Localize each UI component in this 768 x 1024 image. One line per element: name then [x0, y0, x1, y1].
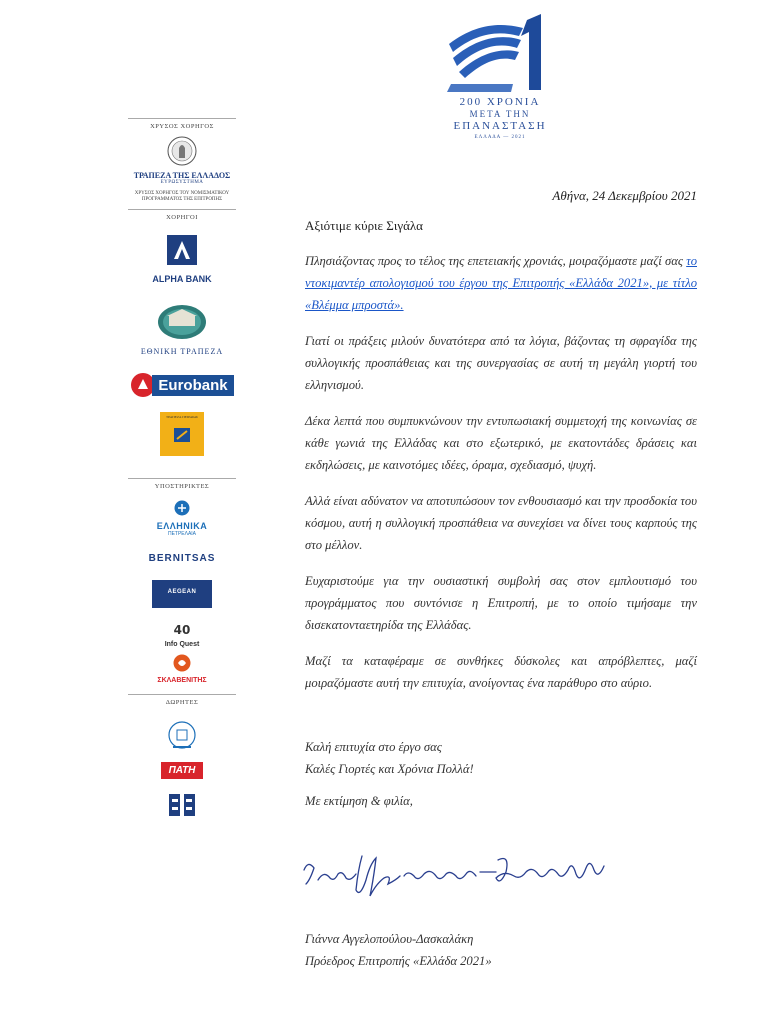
documentary-link[interactable]: το ντοκιμαντέρ απολογισμού του έργου της Επιτροπής «Ελλάδα 2021», με τίτλο «Βλέμμα μπροστά».: [305, 254, 697, 312]
bank-of-greece-sub: ΕΥΡΩΣΥΣΤΗΜΑ: [160, 180, 204, 185]
sklavenitis-icon: [173, 654, 191, 672]
greece-2021-logo: [430, 14, 570, 142]
alpha-bank-icon: [167, 235, 197, 265]
pathe-logo: [128, 762, 236, 779]
paragraph-2: Γιατί οι πράξεις μιλούν δυνατότερα από τα λόγια, βάζοντας τη σφραγίδα της συλλογικής προσπάθειας και της συνεργασίας σε αυτή τη μεγάλη γιορτή του ελληνισμού.: [305, 334, 697, 392]
elpe-logo: [128, 500, 236, 537]
paragraph-5: Ευχαριστούμε για την ουσιαστική συμβολή σας στον εμπλουτισμό του προγράμματος που συντόνισε η Επιτροπή, με το οποίο τιμήσαμε την δισεκατονταετηρίδα της Ελλάδας.: [305, 574, 697, 632]
closing-line-3: Με εκτίμηση & φιλία,: [305, 794, 413, 808]
alpha-bank-name: ALPHA BANK: [152, 274, 212, 284]
signer-title: Πρόεδρος Επιτροπής «Ελλάδα 2021»: [305, 954, 492, 968]
bank-of-greece-name: ΤΡΑΠΕΖΑ ΤΗΣ ΕΛΛΑΔΟΣ: [133, 171, 231, 180]
logo-line-1: 200 ΧΡΟΝΙΑ: [459, 96, 541, 108]
aegean-name: AEGEAN: [167, 589, 197, 595]
paragraph-6: Μαζί τα καταφέραμε σε συνθήκες δύσκολες και απρόβλεπτες, μαζί μοιραζόμαστε αυτή την επιτυχία, ανοίγοντας ένα παράθυρο στο αύριο.: [305, 654, 697, 690]
alpha-bank-logo: [128, 235, 236, 284]
elpe-line2: ΠΕΤΡΕΛΑΙΑ: [167, 531, 197, 537]
piraeus-symbol-icon: [160, 412, 204, 456]
letter-body: [305, 188, 697, 812]
signer-name: Γιάννα Αγγελοπούλου-Δασκαλάκη: [305, 932, 474, 946]
supporters-heading: ΥΠΟΣΤΗΡΙΚΤΕΣ: [154, 483, 210, 490]
eurobank-name: Eurobank: [152, 375, 233, 396]
piraeus-logo: [128, 412, 236, 456]
donors-heading: ΔΩΡΗΤΕΣ: [165, 699, 199, 706]
divider: [128, 209, 236, 210]
bank-of-greece-caption: ΧΡΥΣΟΣ ΧΟΡΗΓΟΣ ΤΟΥ ΝΟΜΙΣΜΑΤΙΚΟΥ ΠΡΟΓΡΑΜΜΑΤΟΣ ΤΗΣ ΕΠΙΤΡΟΠΗΣ: [134, 191, 230, 202]
logo-line-3: ΕΠΑΝΑΣΤΑΣΗ: [453, 120, 547, 132]
donor-seal-icon: [167, 720, 197, 750]
paragraph-4: Αλλά είναι αδύνατον να αποτυπώσουν τον ενθουσιασμό και την προσδοκία του κόσμου, αυτή η συλλογική προσπάθεια να συνεχίσει να δίνει τους καρπούς της στο μέλλον.: [305, 494, 697, 552]
closing-line-1: Καλή επιτυχία στο έργο σας: [305, 740, 442, 754]
closing-line-2: Καλές Γιορτές και Χρόνια Πολλά!: [305, 762, 474, 776]
divider: [128, 118, 236, 119]
logo-line-4: ΕΛΛΑΔΑ — 2021: [474, 135, 526, 140]
divider: [128, 694, 236, 695]
salutation: Αξιότιμε κύριε Σιγάλα: [305, 218, 423, 233]
bernitsas-logo: BERNITSAS: [148, 553, 216, 564]
donor-emblem-logo: [128, 793, 236, 817]
paragraph-3: Δέκα λεπτά που συμπυκνώνουν την εντυπωσιακή συμμετοχή της κοινωνίας σε κάθε γωνιά της Ελλάδας και στο εξωτερικό, με εκατοντάδες δράσεις και εκδηλώσεις, με καινοτόμες ιδέες, όραμα, σχεδιασμό, ψυχή.: [305, 414, 697, 472]
elpe-icon: [174, 500, 190, 516]
bank-of-greece-logo: [128, 136, 236, 203]
eurobank-logo: [128, 372, 236, 398]
divider: [128, 478, 236, 479]
signature-icon: [300, 840, 610, 910]
handwritten-signature: [300, 840, 610, 915]
pathe-name: ΠΑΤΗ: [161, 762, 204, 779]
greece-2021-emblem-icon: [445, 14, 555, 92]
sklavenitis-name: ΣΚΛΑΒΕΝΙΤΗΣ: [157, 677, 207, 684]
piraeus-name: ΤΡΑΠΕΖΑ ΠΕΙΡΑΙΩΣ: [165, 415, 199, 419]
aegean-logo: [128, 580, 236, 608]
paragraph-1: [305, 250, 697, 316]
sponsors-heading: ΧΟΡΗΓΟΙ: [166, 214, 198, 221]
donor-emblem-icon: [168, 793, 196, 817]
bank-of-greece-seal-icon: [167, 136, 197, 166]
ethniki-logo: [128, 304, 236, 356]
ethniki-name: ΕΘΝΙΚΗ ΤΡΑΠΕΖΑ: [140, 347, 224, 356]
infoquest-40-icon: [172, 622, 192, 636]
donor-seal-logo: [128, 720, 236, 750]
paragraph-1-text: Πλησιάζοντας προς το τέλος της επετειακής χρονιάς, μοιραζόμαστε μαζί σας: [305, 254, 687, 268]
infoquest-name: Info Quest: [164, 641, 200, 648]
svg-text:40: 40: [173, 623, 191, 636]
letter-date: Αθήνα, 24 Δεκεμβρίου 2021: [552, 188, 697, 203]
sklavenitis-logo: [128, 654, 236, 684]
sponsors-sidebar: [128, 118, 236, 817]
elpe-line1: ΕΛΛΗΝΙΚΑ: [156, 521, 208, 531]
ethniki-emblem-icon: [157, 304, 207, 340]
signer-block: [305, 928, 697, 972]
logo-line-2: ΜΕΤΑ ΤΗΝ: [469, 109, 531, 119]
infoquest-logo: [128, 622, 236, 648]
gold-sponsor-heading: ΧΡΥΣΟΣ ΧΟΡΗΓΟΣ: [150, 123, 214, 130]
